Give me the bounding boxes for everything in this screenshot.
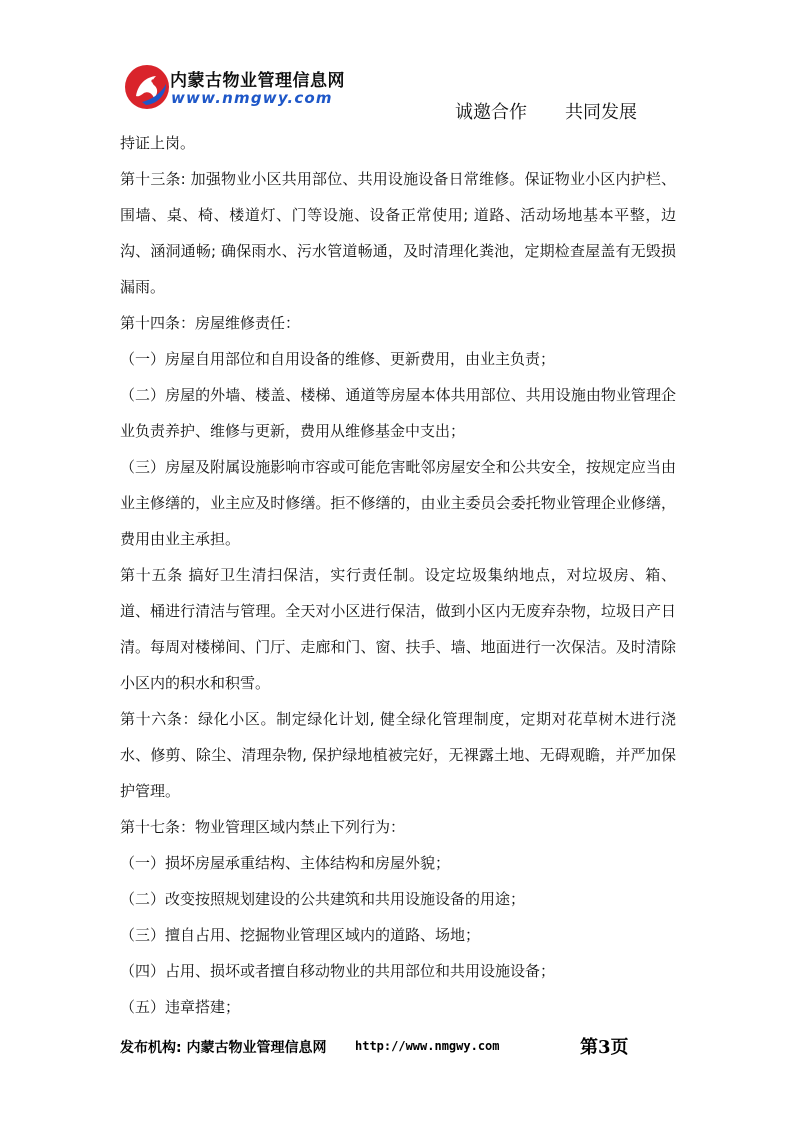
list-item: （五）违章搭建； bbox=[120, 998, 241, 1016]
paragraph-article-16: 第十六条：绿化小区。制定绿化计划, 健全绿化管理制度，定期对花草树木进行浇水、修剪、除尘、清理杂物, 保护绿地植被完好，无裸露土地、无碍观瞻，并严加保护管理。 bbox=[120, 710, 676, 800]
page-header bbox=[0, 0, 794, 125]
list-item: （一）房屋自用部位和自用设备的维修、更新费用，由业主负责； bbox=[120, 350, 556, 368]
list-item: （三）房屋及附属设施影响市容或可能危害毗邻房屋安全和公共安全，按规定应当由业主修缮的，业主应及时修缮。拒不修缮的，由业主委员会委托物业管理企业修缮，费用由业主承担。 bbox=[120, 458, 676, 548]
page-footer bbox=[120, 1033, 676, 1063]
slogan-right: 共同发展 bbox=[565, 102, 637, 123]
paragraph-article-13: 第十三条: 加强物业小区共用部位、共用设施设备日常维修。保证物业小区内护栏、围墙、桌、椅、楼道灯、门等设施、设备正常使用; 道路、活动场地基本平整，边沟、涵洞通畅; 确保雨水、污水管道畅通，及时清理化粪池，定期检查屋盖有无毁损漏雨。 bbox=[120, 170, 676, 296]
paragraph: 持证上岗。 bbox=[120, 134, 196, 152]
list-item: （二）改变按照规划建设的公共建筑和共用设施设备的用途； bbox=[120, 890, 526, 908]
paragraph-article-14: 第十四条：房屋维修责任： bbox=[120, 314, 301, 332]
slogan-left: 诚邀合作 bbox=[455, 102, 527, 123]
horse-logo-icon bbox=[122, 62, 172, 112]
site-url[interactable]: www.nmgwy.com bbox=[171, 89, 333, 107]
list-item: （三）擅自占用、挖掘物业管理区域内的道路、场地； bbox=[120, 926, 481, 944]
paragraph-article-15: 第十五条 搞好卫生清扫保洁，实行责任制。设定垃圾集纳地点，对垃圾房、箱、道、桶进行清洁与管理。全天对小区进行保洁，做到小区内无废弃杂物，垃圾日产日清。每周对楼梯间、门厅、走廊和门、窗、扶手、墙、地面进行一次保洁。及时清除小区内的积水和积雪。 bbox=[120, 566, 676, 692]
list-item: （一）损坏房屋承重结构、主体结构和房屋外貌； bbox=[120, 854, 451, 872]
document-body bbox=[120, 125, 676, 1025]
site-name: 内蒙古物业管理信息网 bbox=[170, 71, 345, 91]
list-item: （四）占用、损坏或者擅自移动物业的共用部位和共用设施设备； bbox=[120, 962, 556, 980]
paragraph-article-17: 第十七条：物业管理区域内禁止下列行为： bbox=[120, 818, 406, 836]
list-item: （二）房屋的外墙、楼盖、楼梯、通道等房屋本体共用部位、共用设施由物业管理企业负责养护、维修与更新，费用从维修基金中支出； bbox=[120, 386, 676, 440]
slogan bbox=[455, 98, 637, 124]
footer-publisher: 发布机构: 内蒙古物业管理信息网 bbox=[120, 1040, 327, 1056]
page-number: 第3页 bbox=[580, 1037, 629, 1058]
footer-url-link[interactable]: http://www.nmgwy.com bbox=[355, 1039, 500, 1053]
